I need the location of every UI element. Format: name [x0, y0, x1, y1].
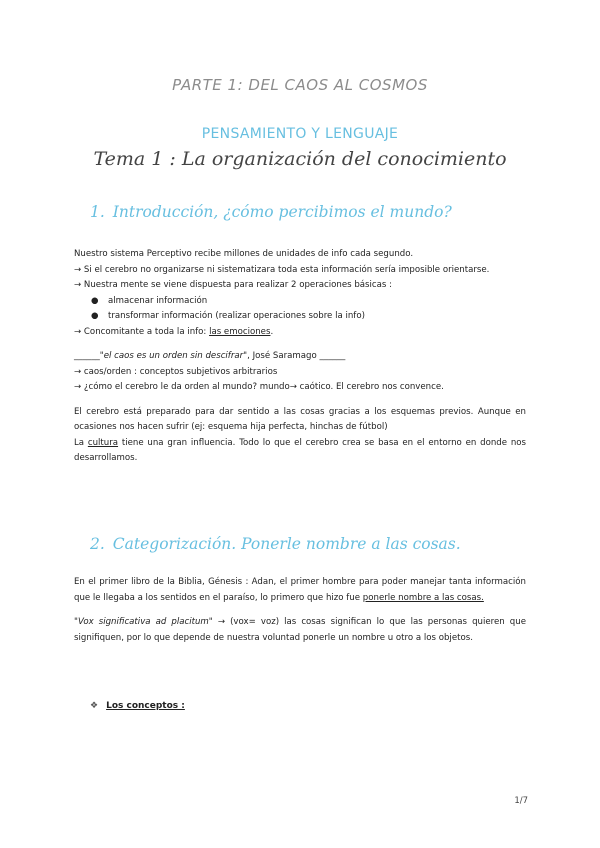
- paragraph: El cerebro está preparado para dar sentido a las cosas gracias a los esquemas previos. Aunque en ocasiones nos hacen sufrir (ej: esquema hija perfecta, hinchas de fútbol): [74, 406, 526, 432]
- section-2-title: Categorización. Ponerle nombre a las cosas.: [112, 535, 461, 553]
- vox-quote: "Vox significativa ad placitum": [74, 617, 213, 627]
- section-2-number: 2.: [90, 535, 105, 553]
- list-item: ● almacenar información: [74, 294, 526, 310]
- paragraph: → Nuestra mente se viene dispuesta para realizar 2 operaciones básicas :: [74, 280, 393, 290]
- section-2-body: [74, 575, 526, 646]
- concepts-item: [90, 701, 185, 711]
- bullet-icon: ●: [91, 295, 99, 306]
- subject-title: PENSAMIENTO Y LENGUAJE: [201, 126, 399, 142]
- part-title: PARTE 1: DEL CAOS AL COSMOS: [172, 76, 428, 94]
- paragraph: "Vox significativa ad placitum" → (vox= voz) las cosas significan lo que las personas quieren que signifiquen, por lo que depende de nuestra voluntad ponerle un nombre u otro a los objetos.: [74, 617, 526, 643]
- tema-title: Tema 1 : La organización del conocimiento: [93, 148, 507, 170]
- diamond-bullet-icon: ❖: [90, 701, 99, 711]
- section-1-number: 1.: [90, 203, 105, 221]
- paragraph: → Concomitante a toda la info: las emociones.: [74, 326, 274, 337]
- page-number: 1/7: [514, 796, 528, 806]
- section-1-body: [74, 247, 526, 467]
- paragraph: → caos/orden : conceptos subjetivos arbitrarios: [74, 366, 278, 377]
- concepts-label: Los conceptos :: [106, 701, 185, 711]
- quote-line: ______"el caos es un orden sin descifrar", José Saramago ______: [74, 351, 346, 361]
- bullet-icon: ●: [91, 311, 99, 321]
- saramago-quote: "el caos es un orden sin descifrar": [99, 351, 248, 361]
- paragraph: → Si el cerebro no organizarse ni sistematizara toda esta información sería imposible orientarse.: [74, 264, 490, 275]
- section-2-heading: [90, 535, 461, 553]
- section-1-heading: [90, 203, 452, 221]
- emociones-link: las emociones: [209, 326, 271, 337]
- paragraph: Nuestro sistema Perceptivo recibe millones de unidades de info cada segundo.: [74, 249, 414, 259]
- paragraph: → ¿cómo el cerebro le da orden al mundo? mundo→ caótico. El cerebro nos convence.: [74, 382, 444, 392]
- section-1-title: Introducción, ¿cómo percibimos el mundo?: [112, 203, 452, 221]
- ponerle-nombre-link: ponerle nombre a las cosas.: [362, 592, 484, 603]
- paragraph: En el primer libro de la Biblia, Génesis : Adan, el primer hombre para poder manejar tanta información que le llegaba a los sentidos en el paraíso, lo primero que hizo fue ponerle nombre a las cosas.: [74, 577, 526, 603]
- list-item: ● transformar información (realizar operaciones sobre la info): [74, 309, 526, 325]
- paragraph: La cultura tiene una gran influencia. Todo lo que el cerebro crea se basa en el entorno en donde nos desarrollamos.: [74, 437, 526, 463]
- cultura-link: cultura: [87, 437, 119, 448]
